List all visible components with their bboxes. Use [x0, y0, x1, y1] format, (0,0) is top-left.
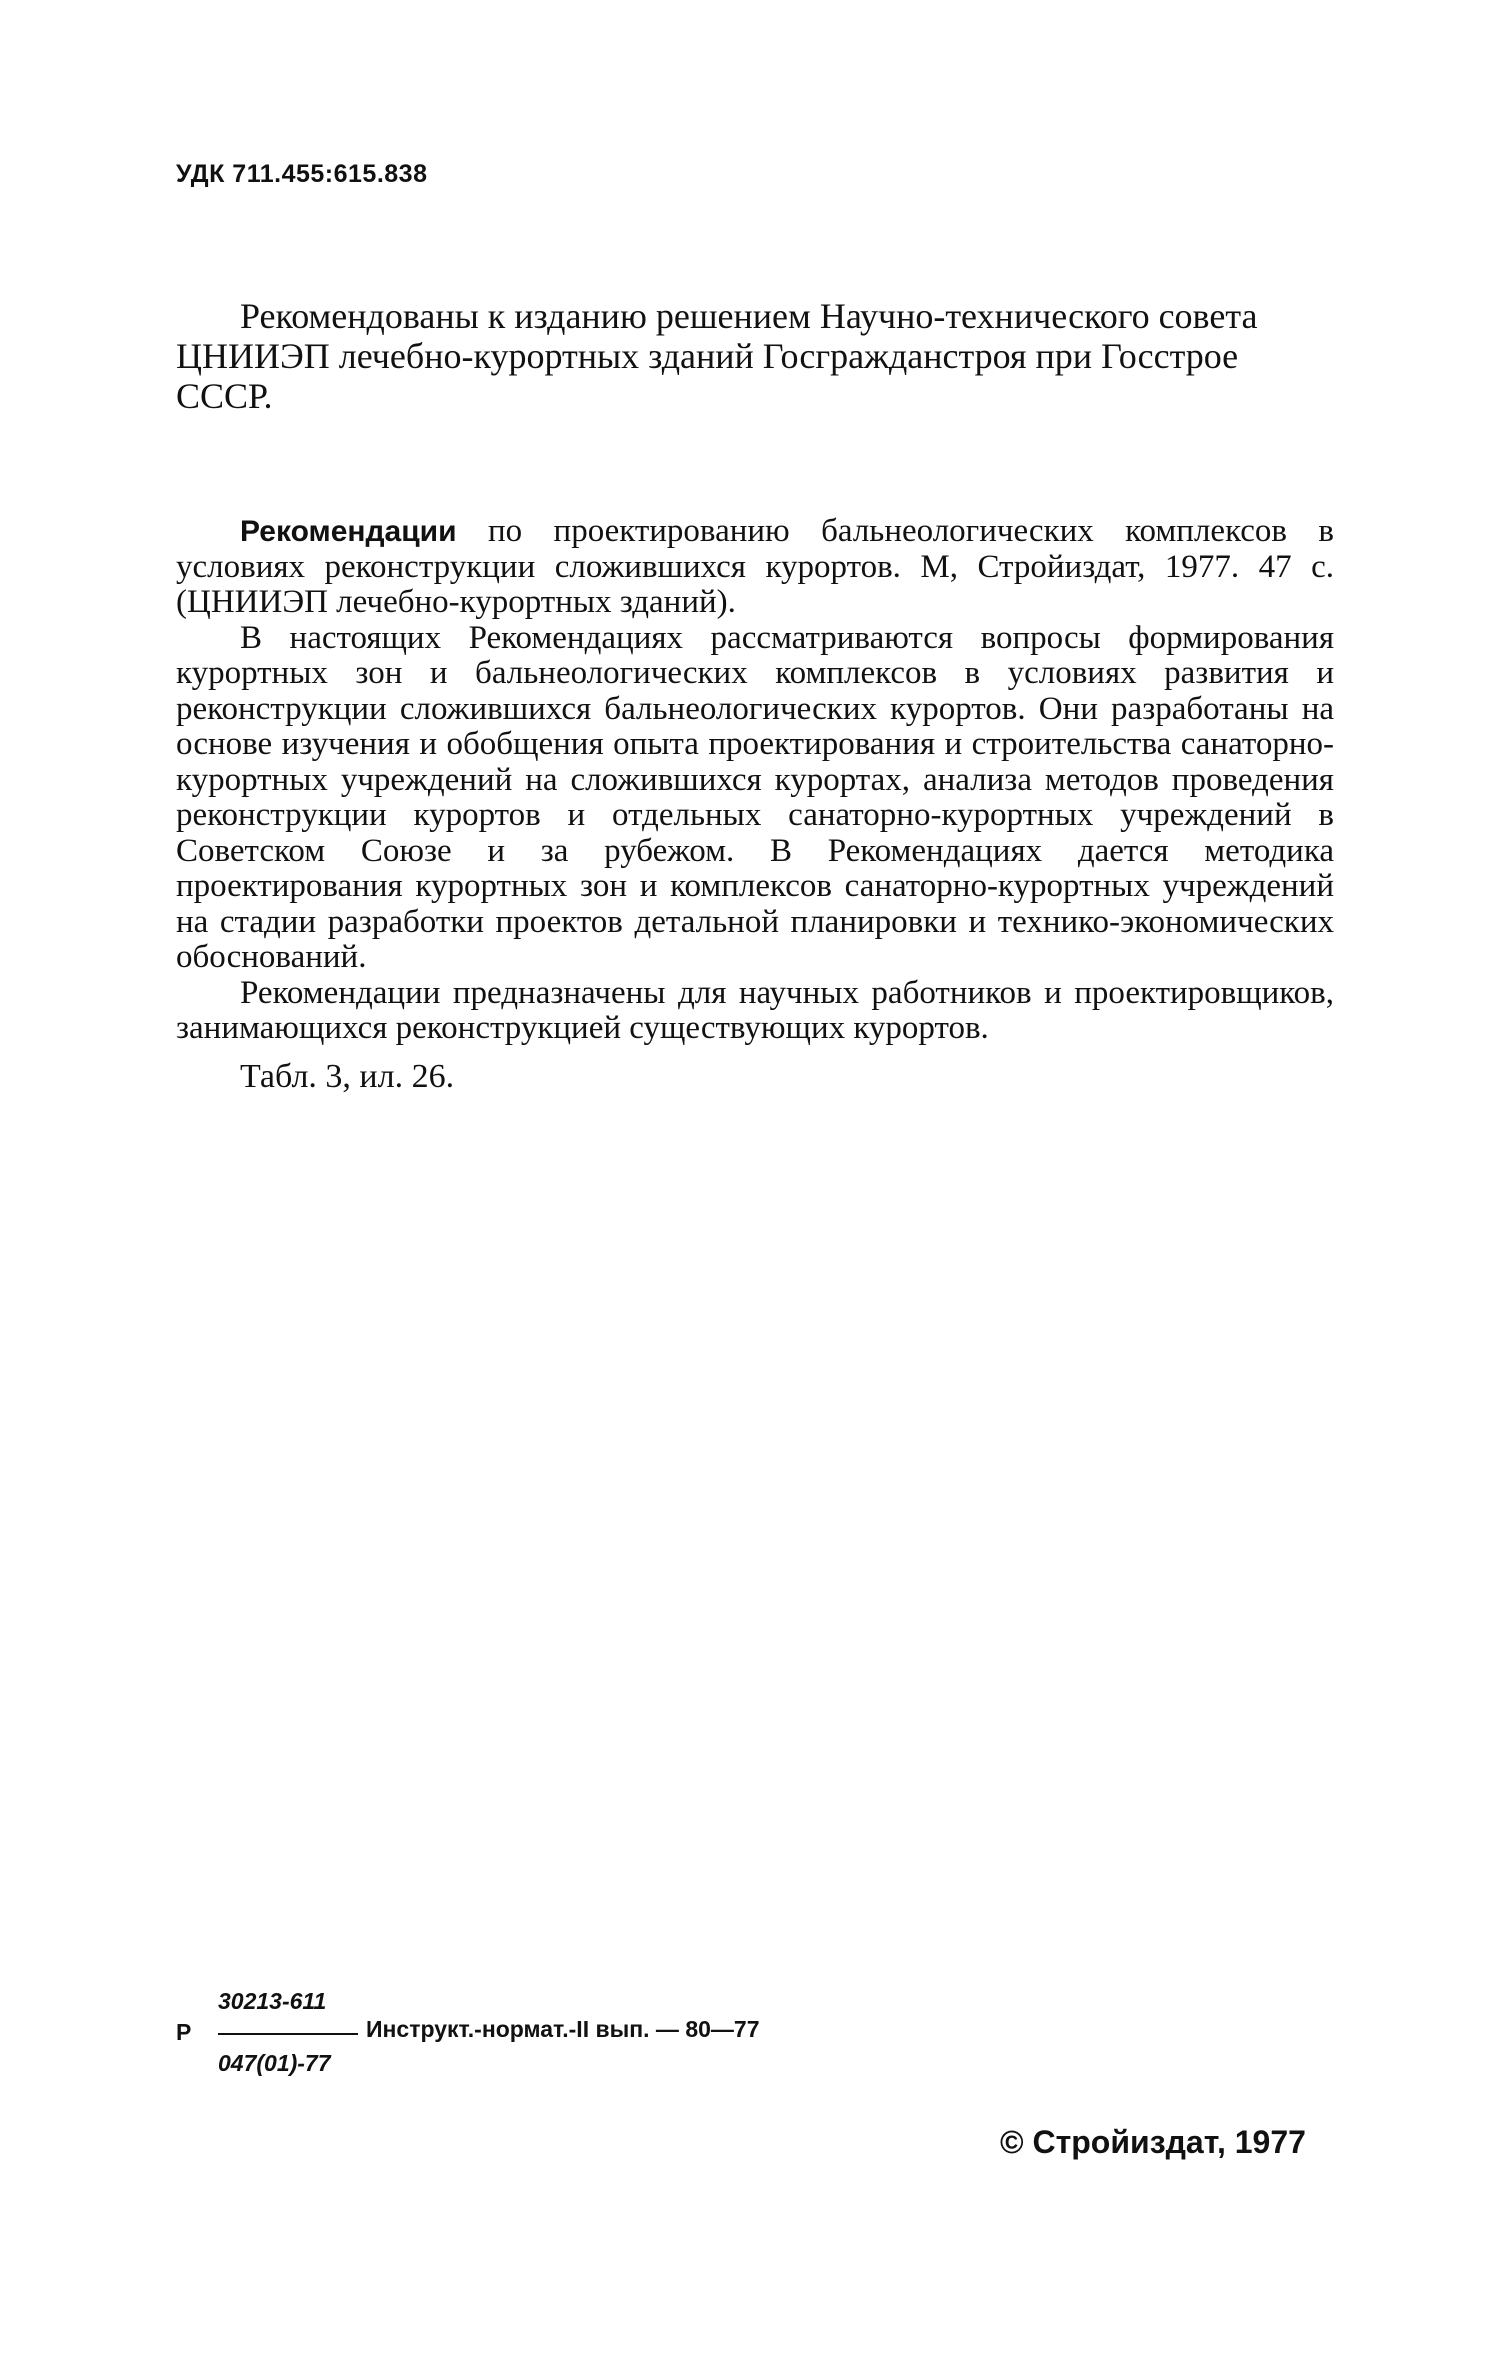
bibliographic-abstract: [176, 514, 1334, 1094]
publication-code-letter: Р: [176, 2019, 192, 2045]
tables-illustrations-count: Табл. 3, ил. 26.: [240, 1057, 455, 1095]
copyright-notice: © Стройиздат, 1977: [1000, 2124, 1306, 2160]
abstract-title-bold: Рекомендации: [240, 515, 457, 548]
recommendation-line-1: Рекомендованы к изданию решением Научно-технического совета: [240, 296, 1258, 336]
publication-series: Инструкт.-нормат.-II вып. — 80—77: [366, 2016, 760, 2042]
abstract-paragraph-1: В настоящих Рекомендациях рассматриваются вопросы формирования курортных зон и бальнеологических комплексов в условиях развития и реконструкции сложившихся бальнеологических курортов. Они разработаны на основе изучения и обобщения опыта проектирования и строительства санаторно-курортных учреждений на сложившихся курортах, анализа методов проведения реконструкции курортов и отдельных санаторно-курортных учреждений в Советском Союзе и за рубежом. В Рекомендациях дается методика проектирования курортных зон и комплексов санаторно-курортных учреждений на стадии разработки проектов детальной планировки и технико-экономических обоснований.: [176, 619, 1334, 975]
abstract-paragraph-2: Рекомендации предназначены для научных работников и проектировщиков, занимающихся реконструкцией существующих курортов.: [176, 974, 1334, 1046]
abstract-title-rest: по проектированию бальнеологических комплексов в условиях реконструкции сложившихся курортов. М, Стройиздат, 1977. 47 с. (ЦНИИЭП лечебно-курортных зданий).: [176, 513, 1334, 620]
publication-code-numerator: 30213-611: [218, 1988, 327, 2014]
abstract-title-paragraph: [176, 514, 1334, 621]
udk-code: УДК 711.455:615.838: [176, 160, 428, 188]
publication-code-denominator: 047(01)-77: [218, 2050, 331, 2076]
recommendation-note: [176, 296, 1334, 416]
fraction-rule: [218, 2033, 358, 2035]
recommendation-line-2: ЦНИИЭП лечебно-курортных зданий Госгражданстроя при Госстрое СССР.: [176, 336, 1239, 416]
